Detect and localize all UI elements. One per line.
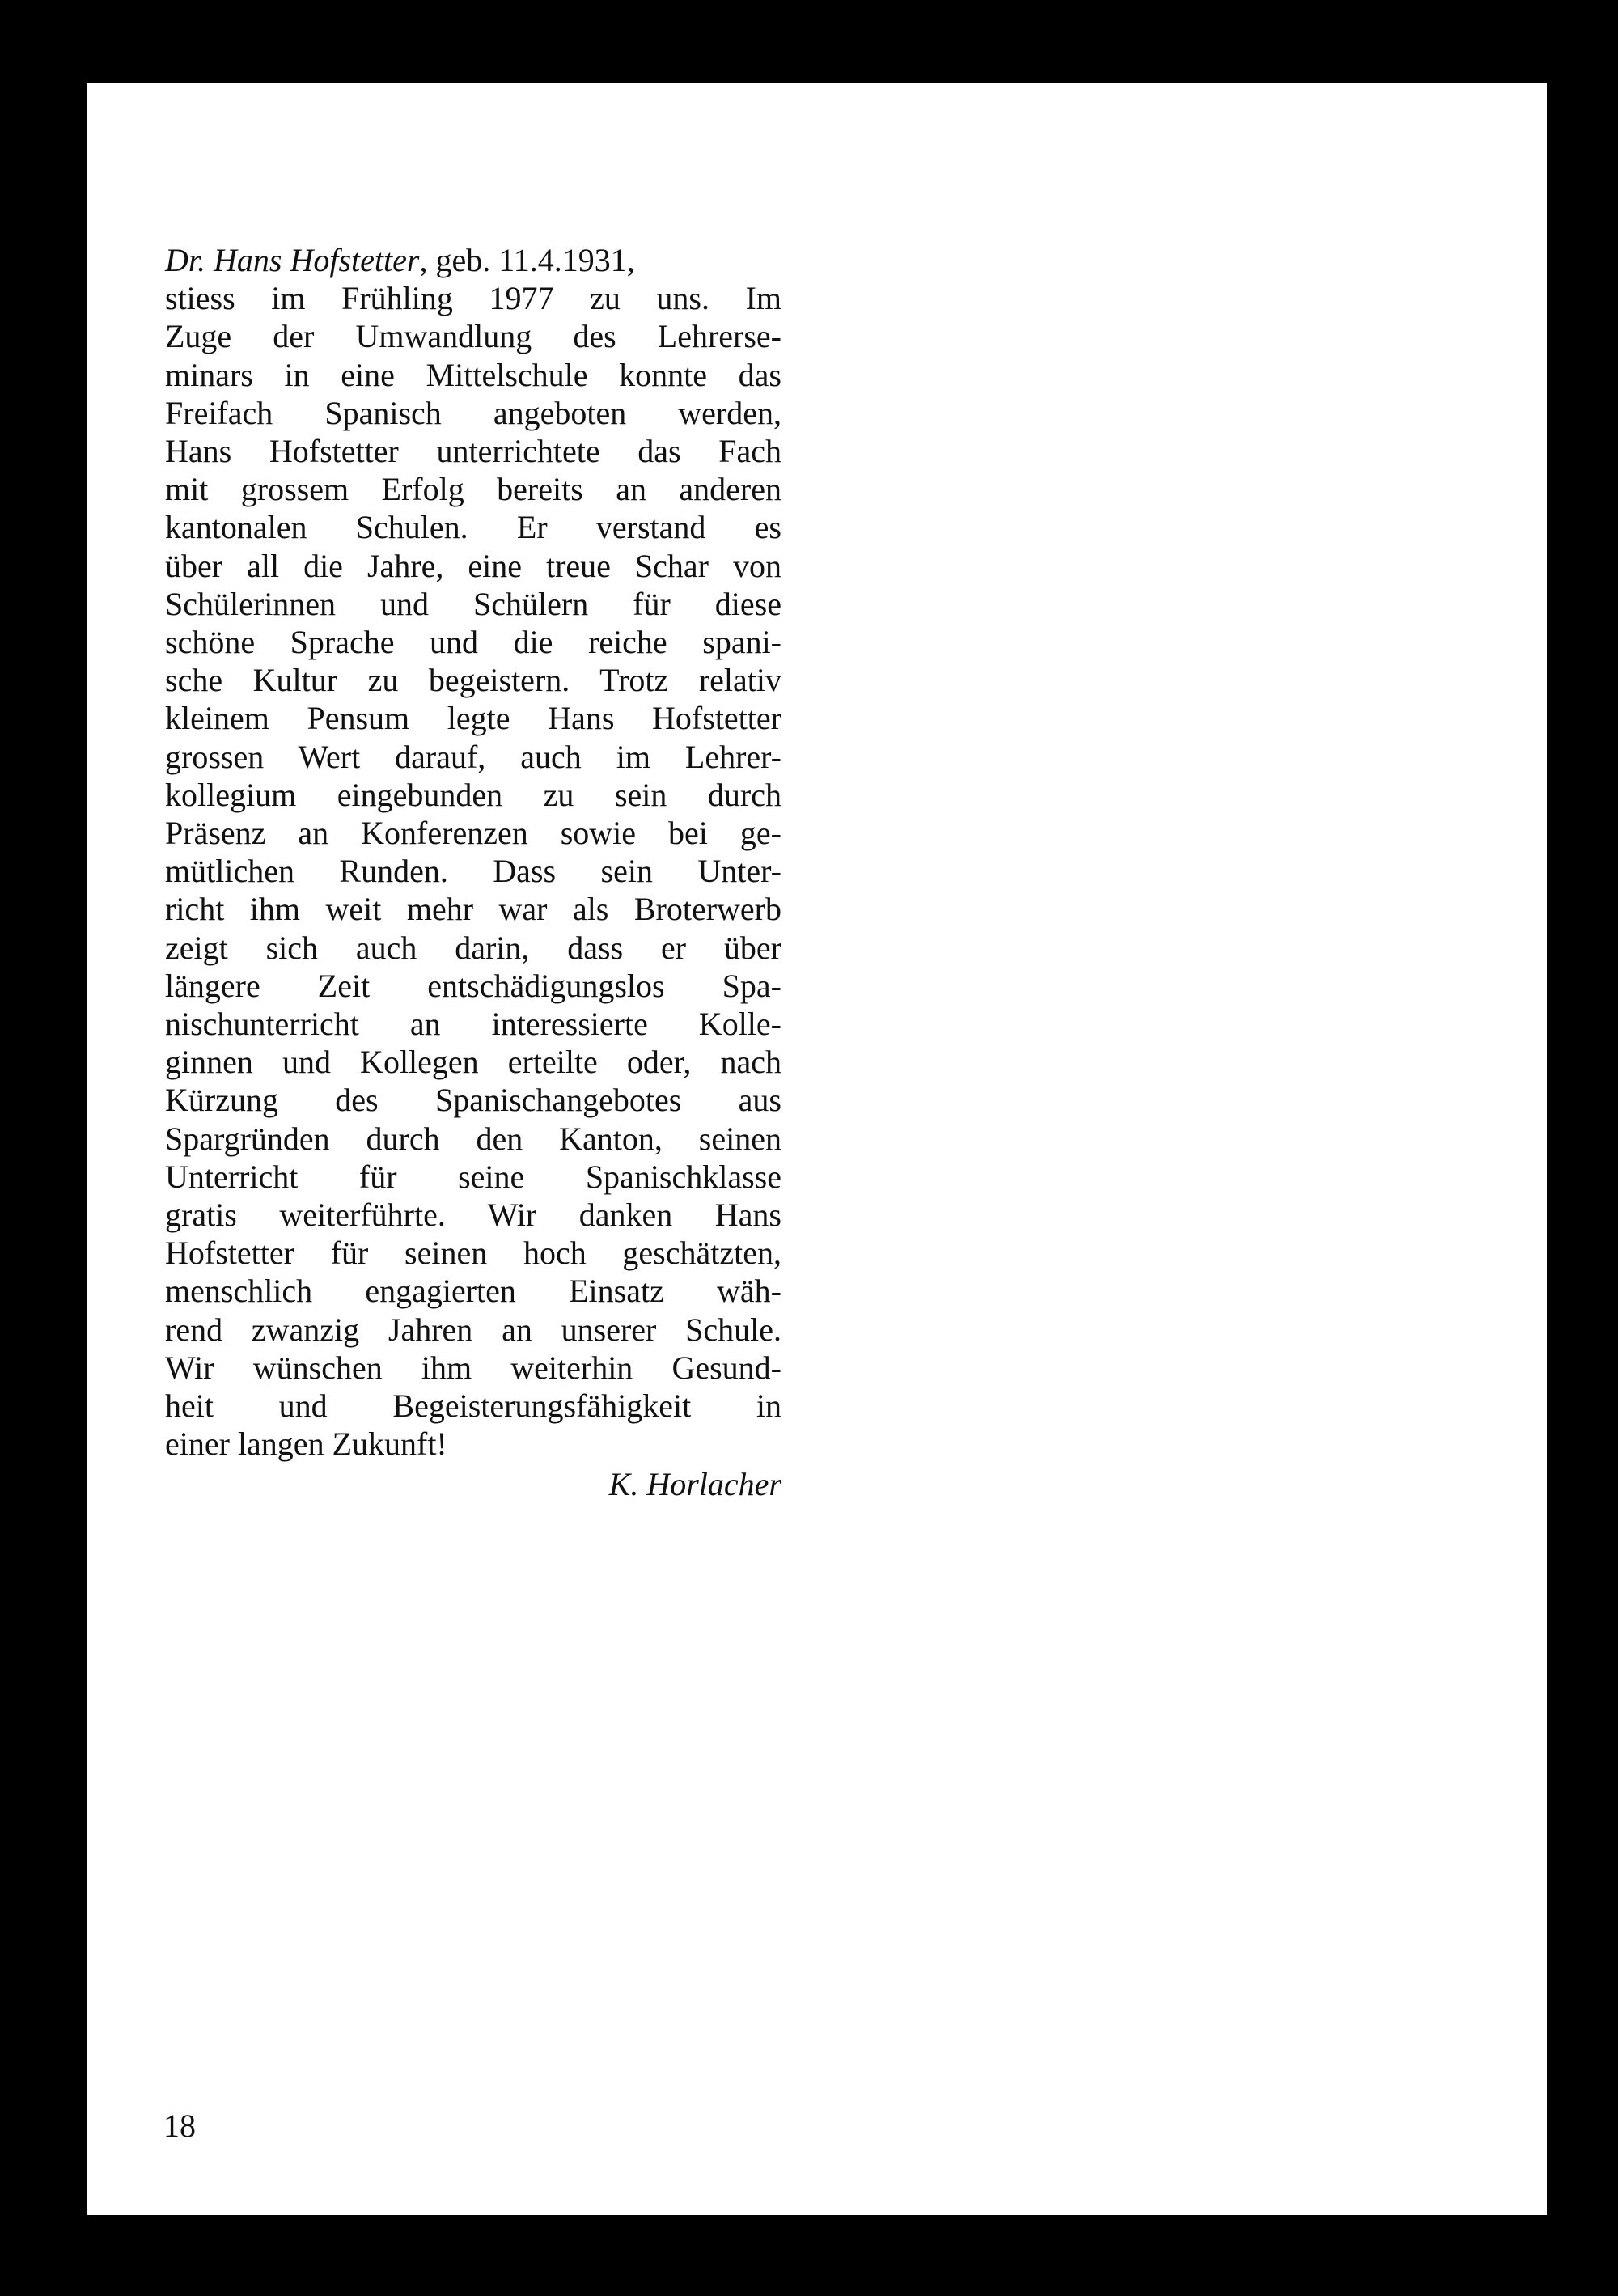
article-line: Kürzung des Spanischangebotes aus <box>165 1082 781 1119</box>
article-line: kleinem Pensum legte Hans Hofstetter <box>165 700 781 737</box>
article-line: minars in eine Mittelschule konnte das <box>165 356 781 393</box>
article-line: einer langen Zukunft! <box>165 1425 447 1463</box>
article-line: kollegium eingebunden zu sein durch <box>165 776 781 813</box>
article-line: heit und Begeisterungsfähigkeit in <box>165 1387 781 1425</box>
article-line: nischunterricht an interessierte Kolle- <box>165 1006 781 1043</box>
birth-date: , geb. 11.4.1931, <box>419 242 635 278</box>
page-number: 18 <box>163 2107 196 2144</box>
article-line: Spargründen durch den Kanton, seinen <box>165 1120 781 1157</box>
article-line: stiess im Frühling 1977 zu uns. Im <box>165 280 781 317</box>
article-line: Präsenz an Konferenzen sowie bei ge- <box>165 815 781 852</box>
article-line: Hofstetter für seinen hoch geschätzten, <box>165 1235 781 1272</box>
article-line: ginnen und Kollegen erteilte oder, nach <box>165 1044 781 1081</box>
article-body <box>165 241 781 1503</box>
article-line: Schülerinnen und Schülern für diese <box>165 585 781 622</box>
article-heading-line <box>165 241 781 279</box>
article-line: mütlichen Runden. Dass sein Unter- <box>165 853 781 890</box>
article-line: gratis weiterführte. Wir danken Hans <box>165 1197 781 1234</box>
article-line: mit grossem Erfolg bereits an anderen <box>165 471 781 508</box>
article-line: grossen Wert darauf, auch im Lehrer- <box>165 738 781 775</box>
article-line: schöne Sprache und die reiche spani- <box>165 624 781 661</box>
article-line: längere Zeit entschädigungslos Spa- <box>165 967 781 1004</box>
article-line: sche Kultur zu begeistern. Trotz relativ <box>165 662 781 699</box>
article-line: menschlich engagierten Einsatz wäh- <box>165 1273 781 1310</box>
article-line: zeigt sich auch darin, dass er über <box>165 929 781 966</box>
article-line: über all die Jahre, eine treue Schar von <box>165 547 781 584</box>
article-line: Unterricht für seine Spanischklasse <box>165 1158 781 1195</box>
author-signature: K. Horlacher <box>608 1465 781 1502</box>
article-line: rend zwanzig Jahren an unserer Schule. <box>165 1311 781 1348</box>
article-line: richt ihm weit mehr war als Broterwerb <box>165 891 781 928</box>
article-line: Zuge der Umwandlung des Lehrerse- <box>165 318 781 355</box>
article-line: kantonalen Schulen. Er verstand es <box>165 509 781 546</box>
author-name: Dr. Hans Hofstetter <box>165 242 420 278</box>
document-page <box>87 83 1547 2215</box>
article-line: Hans Hofstetter unterrichtete das Fach <box>165 433 781 470</box>
article-line: Wir wünschen ihm weiterhin Gesund- <box>165 1349 781 1386</box>
article-line: Freifach Spanisch angeboten werden, <box>165 394 781 431</box>
